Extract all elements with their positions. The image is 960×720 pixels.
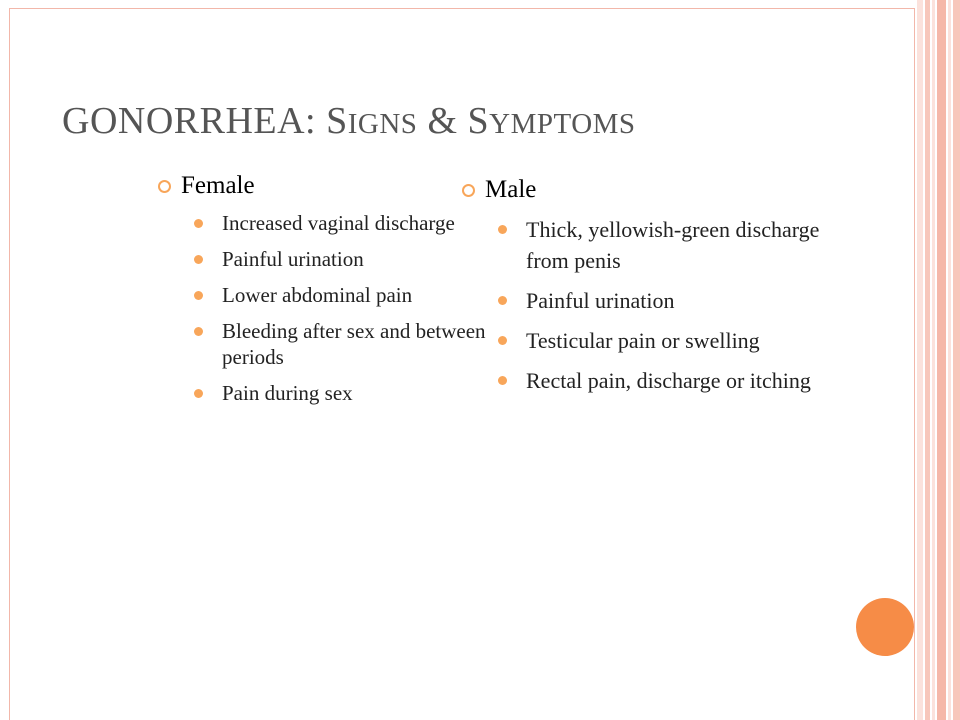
right-stripe bbox=[932, 0, 935, 720]
list-item bbox=[526, 365, 832, 396]
right-stripe bbox=[917, 0, 923, 720]
male-heading-label: Male bbox=[485, 176, 537, 203]
dot-bullet-icon bbox=[194, 327, 203, 336]
female-heading-label: Female bbox=[181, 172, 255, 199]
title-word2-initial: S bbox=[467, 100, 490, 142]
title-word1-initial: S bbox=[326, 100, 348, 142]
list-item-text: Rectal pain, discharge or itching bbox=[526, 368, 811, 393]
list-item-text: Increased vaginal discharge bbox=[222, 211, 455, 235]
list-item bbox=[526, 325, 832, 356]
list-item bbox=[526, 214, 832, 276]
list-item-text: Testicular pain or swelling bbox=[526, 328, 760, 353]
list-item-text: Lower abdominal pain bbox=[222, 283, 413, 307]
title-ampersand: & bbox=[417, 100, 468, 142]
dot-bullet-icon bbox=[194, 291, 203, 300]
ring-bullet-icon bbox=[158, 180, 171, 193]
title-word1-rest: IGNS bbox=[347, 108, 418, 140]
list-item bbox=[526, 285, 832, 316]
list-item-text: Painful urination bbox=[526, 288, 675, 313]
list-item-text: Painful urination bbox=[222, 247, 364, 271]
slide-title bbox=[62, 99, 636, 143]
male-column bbox=[462, 176, 832, 405]
title-prefix: GONORRHEA: bbox=[62, 100, 327, 142]
right-stripe bbox=[948, 0, 951, 720]
dot-bullet-icon bbox=[498, 376, 507, 385]
right-stripe bbox=[925, 0, 930, 720]
right-stripe bbox=[953, 0, 960, 720]
decorative-circle bbox=[856, 598, 914, 656]
dot-bullet-icon bbox=[498, 296, 507, 305]
dot-bullet-icon bbox=[498, 336, 507, 345]
title-word2-rest: YMPTOMS bbox=[489, 108, 636, 140]
list-item-text: Thick, yellowish-green discharge from penis bbox=[526, 217, 820, 273]
male-symptom-list bbox=[462, 214, 832, 396]
dot-bullet-icon bbox=[498, 225, 507, 234]
right-stripe bbox=[937, 0, 946, 720]
ring-bullet-icon bbox=[462, 184, 475, 197]
list-item-text: Pain during sex bbox=[222, 381, 353, 405]
male-heading bbox=[462, 176, 832, 204]
dot-bullet-icon bbox=[194, 389, 203, 398]
dot-bullet-icon bbox=[194, 219, 203, 228]
list-item-text: Bleeding after sex and between periods bbox=[222, 319, 486, 369]
dot-bullet-icon bbox=[194, 255, 203, 264]
